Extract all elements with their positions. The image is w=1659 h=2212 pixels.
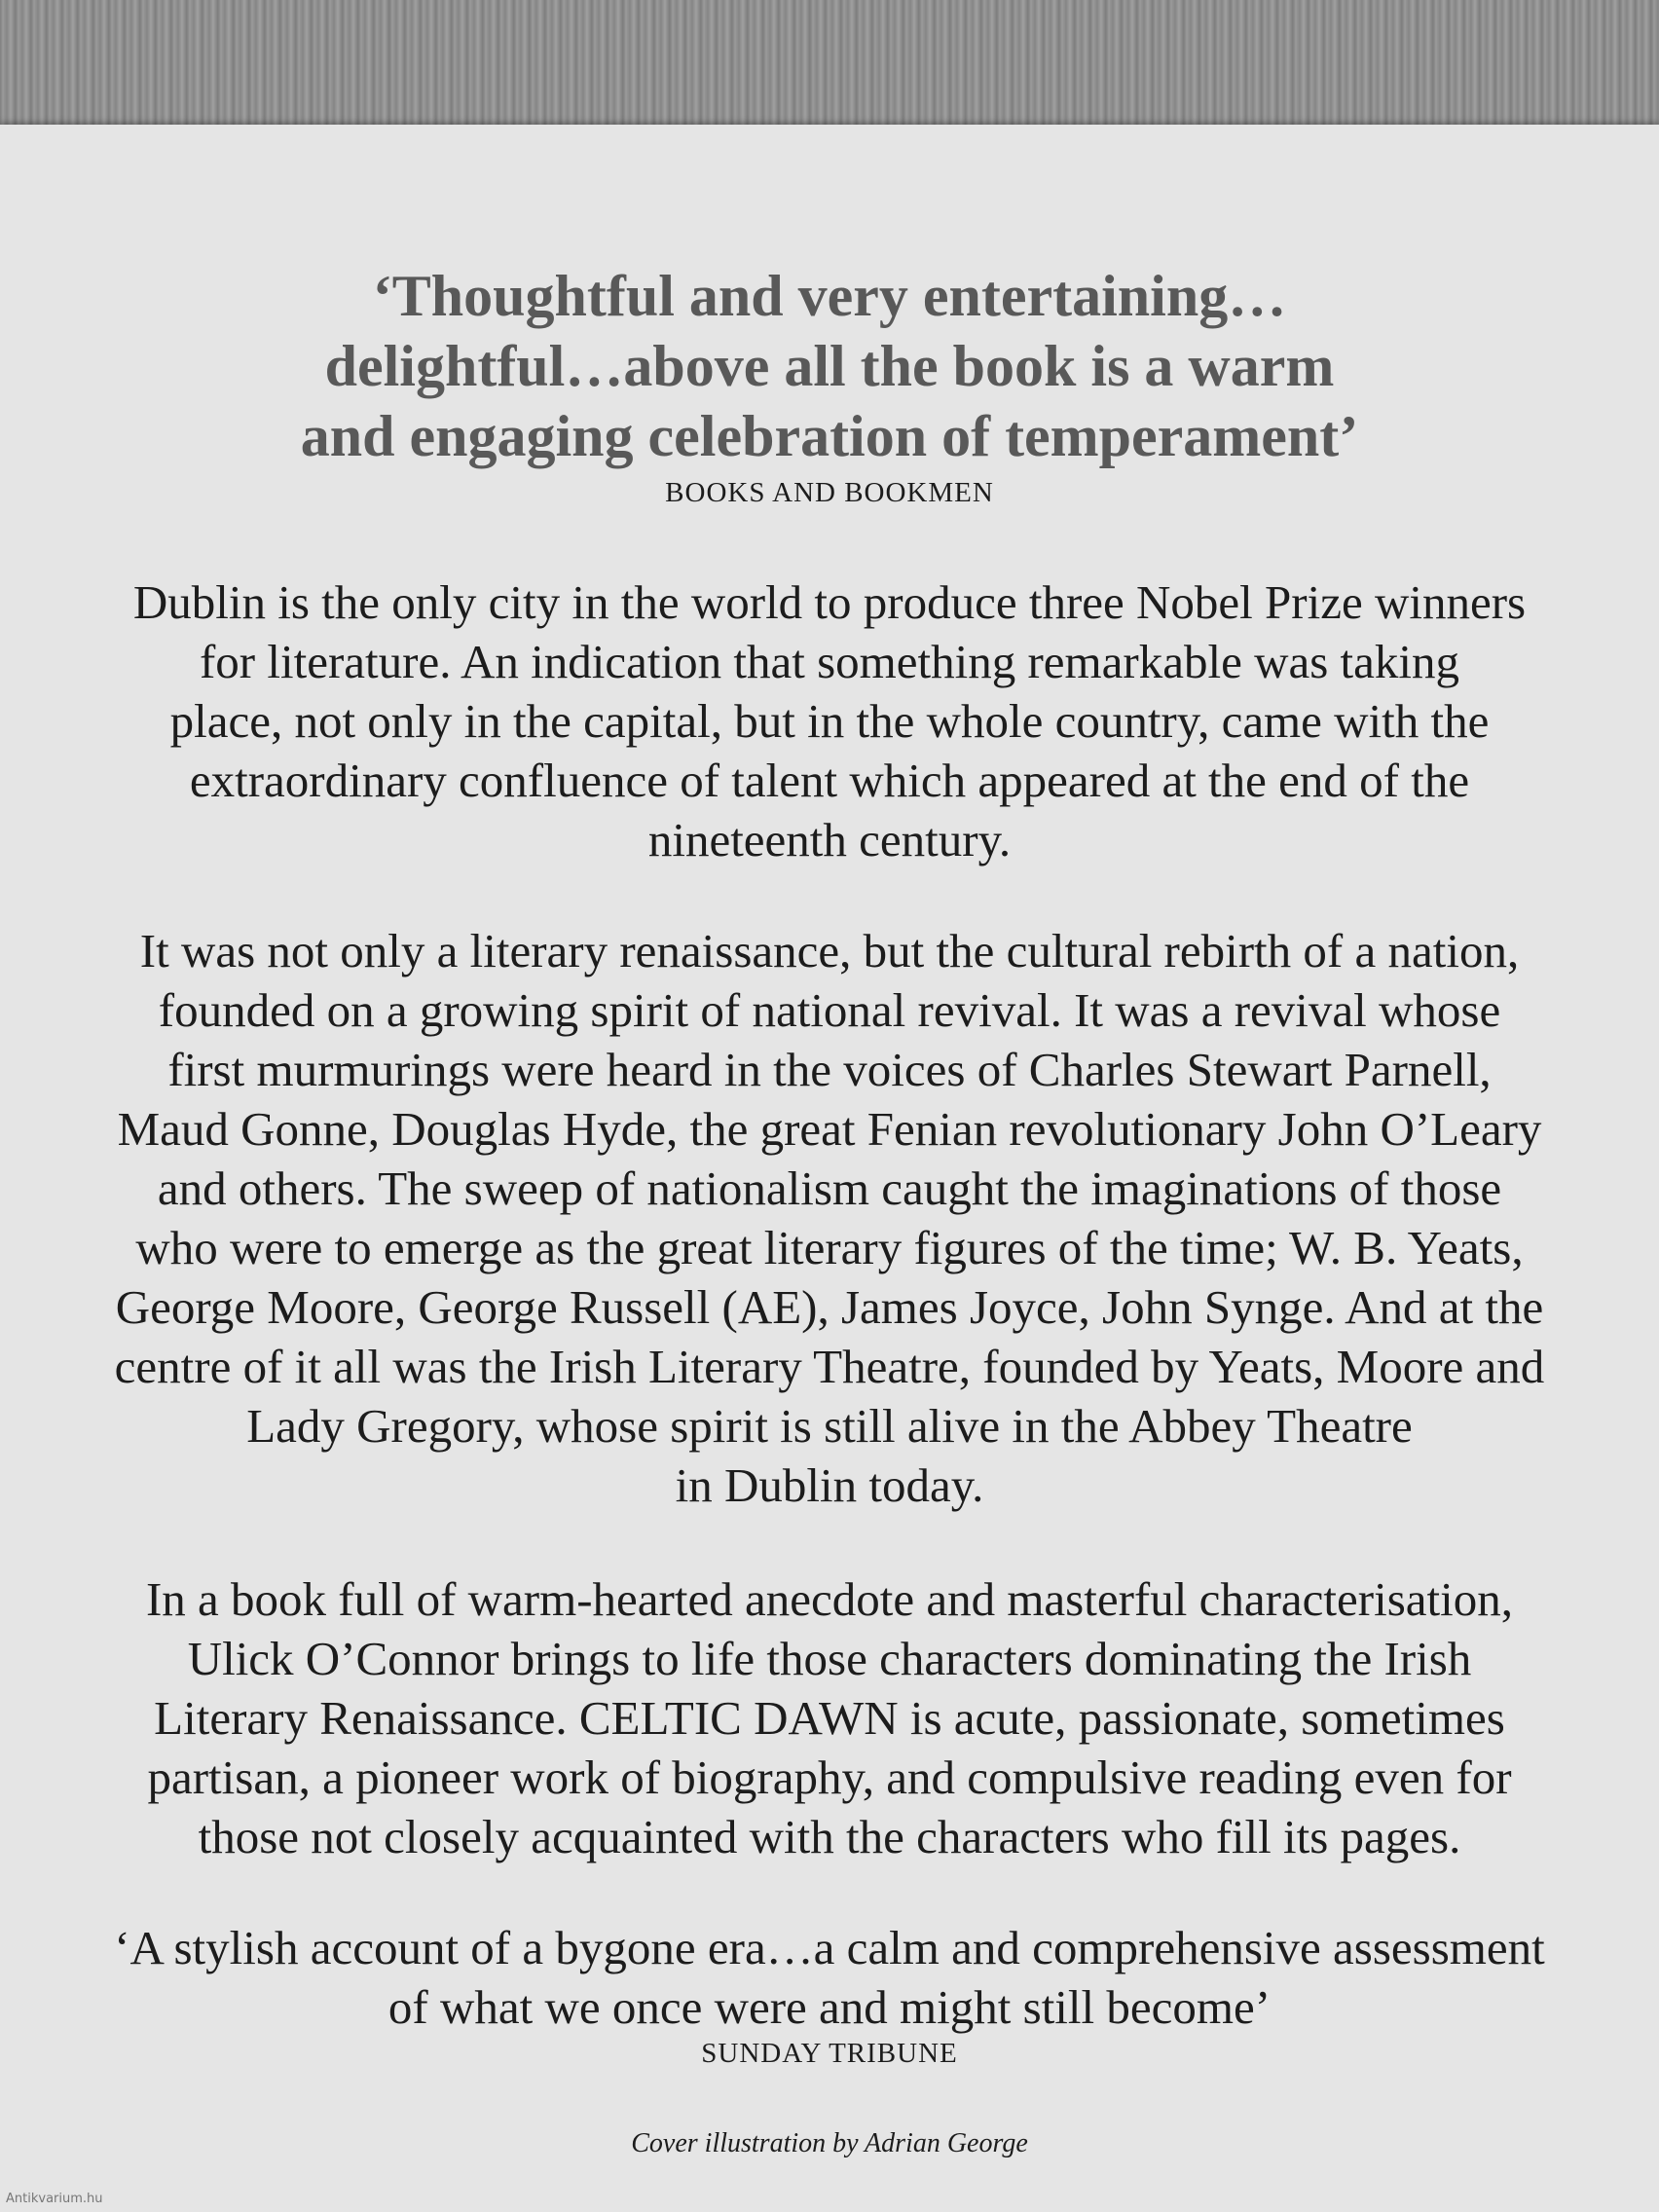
review-quote-headline bbox=[0, 261, 1659, 471]
blurb-line: place, not only in the capital, but in the whole country, came with the bbox=[169, 694, 1490, 748]
background-surface bbox=[0, 0, 1659, 136]
blurb-line: Dublin is the only city in the world to produce three Nobel Prize winners bbox=[132, 575, 1527, 629]
blurb-line: Maud Gonne, Douglas Hyde, the great Fenian revolutionary John O’Leary bbox=[117, 1102, 1542, 1156]
book-back-cover bbox=[0, 125, 1659, 2212]
blurb-paragraph-3 bbox=[0, 1569, 1659, 1866]
cover-illustration-credit: Cover illustration by Adrian George bbox=[631, 2128, 1028, 2158]
blurb-line: partisan, a pioneer work of biography, and compulsive reading even for bbox=[147, 1751, 1512, 1804]
blurb-line: in Dublin today. bbox=[675, 1458, 984, 1512]
blurb-line: for literature. An indication that something remarkable was taking bbox=[199, 635, 1460, 688]
blurb-line: founded on a growing spirit of national revival. It was a revival whose bbox=[158, 983, 1501, 1037]
blurb-line: Literary Renaissance. CELTIC DAWN is acute, passionate, sometimes bbox=[154, 1691, 1505, 1745]
blurb-line: nineteenth century. bbox=[647, 813, 1012, 866]
blurb-line: Lady Gregory, whose spirit is still alive in the Abbey Theatre bbox=[246, 1399, 1413, 1453]
review-quote-2 bbox=[0, 1918, 1659, 2037]
blurb-line: first murmurings were heard in the voices of Charles Stewart Parnell, bbox=[167, 1043, 1492, 1096]
review-source: SUNDAY TRIBUNE bbox=[701, 2038, 958, 2069]
blurb-paragraph-1 bbox=[0, 572, 1659, 869]
review-quote-line: ‘Thoughtful and very entertaining… bbox=[372, 264, 1287, 328]
review-quote-line: and engaging celebration of temperament’ bbox=[300, 404, 1359, 468]
review-quote-line: delightful…above all the book is a warm bbox=[324, 334, 1335, 398]
blurb-line: who were to emerge as the great literary figures of the time; W. B. Yeats, bbox=[135, 1221, 1524, 1274]
blurb-paragraph-2 bbox=[0, 921, 1659, 1515]
blurb-line: George Moore, George Russell (AE), James Joyce, John Synge. And at the bbox=[115, 1280, 1544, 1334]
blurb-line: extraordinary confluence of talent which appeared at the end of the bbox=[189, 754, 1470, 807]
review-quote-line: ‘A stylish account of a bygone era…a calm and comprehensive assessment bbox=[114, 1921, 1545, 1974]
blurb-line: and others. The sweep of nationalism caught the imaginations of those bbox=[157, 1161, 1502, 1215]
review-quote-line: of what we once were and might still become’ bbox=[387, 1980, 1272, 2034]
blurb-line: those not closely acquainted with the characters who fill its pages. bbox=[198, 1810, 1461, 1863]
review-source: BOOKS AND BOOKMEN bbox=[665, 477, 994, 508]
blurb-line: Ulick O’Connor brings to life those characters dominating the Irish bbox=[187, 1632, 1472, 1685]
watermark: Antikvarium.hu bbox=[6, 2192, 103, 2206]
blurb-line: It was not only a literary renaissance, but the cultural rebirth of a nation, bbox=[139, 924, 1520, 977]
blurb-line: centre of it all was the Irish Literary Theatre, founded by Yeats, Moore and bbox=[114, 1340, 1545, 1393]
blurb-line: In a book full of warm-hearted anecdote and masterful characterisation, bbox=[145, 1572, 1514, 1626]
